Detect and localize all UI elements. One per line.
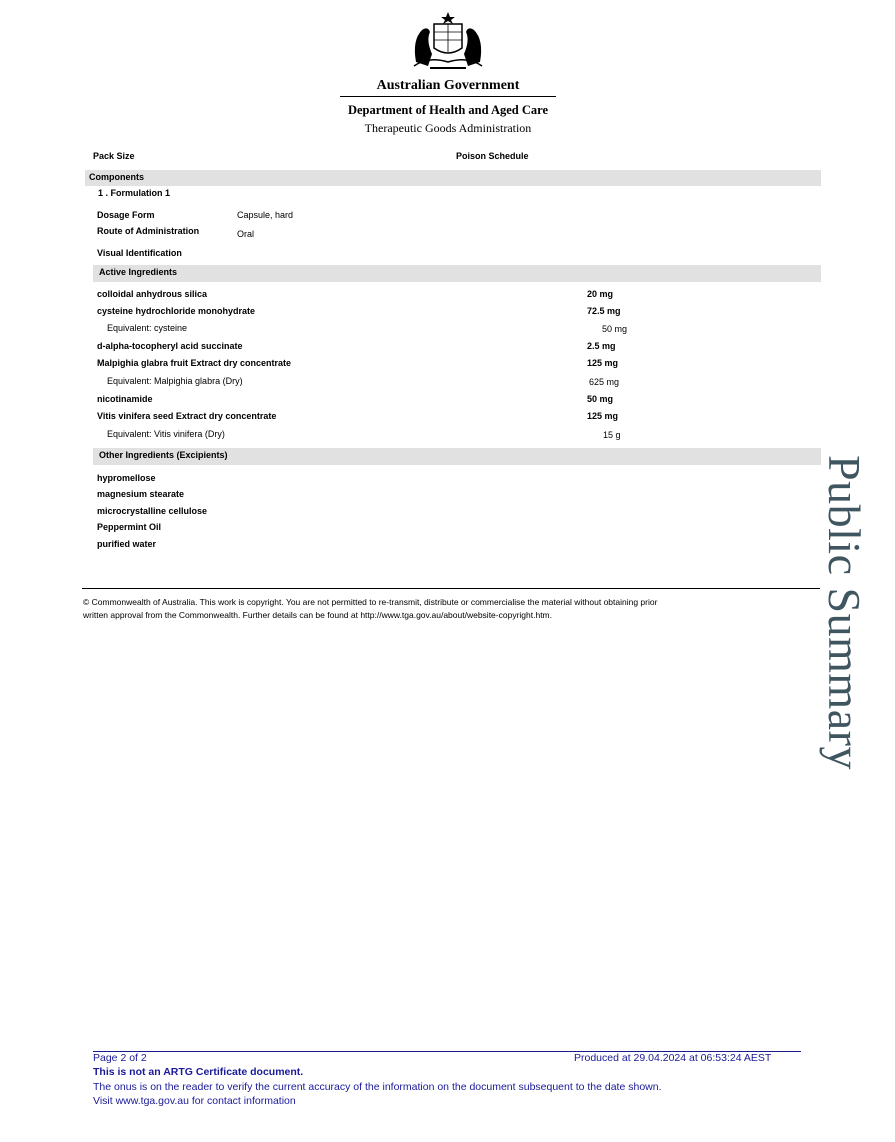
ingredient-name: nicotinamide bbox=[97, 394, 153, 404]
copyright-line: written approval from the Commonwealth. Further details can be found at http://www.tga.gov.au/about/website-copyright.htm. bbox=[83, 610, 552, 620]
ingredient-equivalent-quantity: 50 mg bbox=[602, 324, 628, 334]
components-header-band bbox=[85, 170, 821, 186]
pack-size-label: Pack Size bbox=[93, 151, 135, 161]
ingredient-name: Vitis vinifera seed Extract dry concentrate bbox=[97, 411, 277, 421]
government-title: Australian Government bbox=[376, 78, 520, 93]
excipient-item: magnesium stearate bbox=[97, 489, 185, 499]
contact-notice: Visit www.tga.gov.au for contact information bbox=[93, 1095, 296, 1107]
ingredient-name: d-alpha-tocopheryl acid succinate bbox=[97, 341, 243, 351]
excipient-item: purified water bbox=[97, 539, 157, 549]
active-ingredients-title: Active Ingredients bbox=[99, 267, 178, 277]
dosage-form-value: Capsule, hard bbox=[237, 210, 294, 220]
header-divider bbox=[340, 96, 556, 97]
onus-notice: The onus is on the reader to verify the current accuracy of the information on the document subsequent to the date shown. bbox=[93, 1081, 662, 1093]
ingredient-equivalent-quantity: 15 g bbox=[603, 430, 621, 440]
ingredient-quantity: 2.5 mg bbox=[587, 341, 616, 351]
agency-name: Therapeutic Goods Administration bbox=[364, 121, 532, 135]
not-certificate-notice: This is not an ARTG Certificate document. bbox=[93, 1066, 304, 1078]
route-value: Oral bbox=[237, 229, 255, 239]
excipient-item: microcrystalline cellulose bbox=[97, 506, 208, 516]
excipient-item: Peppermint Oil bbox=[97, 522, 162, 532]
poison-schedule-label: Poison Schedule bbox=[456, 151, 529, 161]
ingredient-name: colloidal anhydrous silica bbox=[97, 289, 208, 299]
excipient-item: hypromellose bbox=[97, 473, 156, 483]
ingredient-equivalent: Equivalent: Vitis vinifera (Dry) bbox=[107, 429, 225, 439]
other-ingredients-title: Other Ingredients (Excipients) bbox=[99, 450, 228, 460]
copyright-line: © Commonwealth of Australia. This work is copyright. You are not permitted to re-transmit, distribute or commercialise the material without obtaining prior bbox=[83, 597, 658, 607]
ingredient-equivalent-quantity: 625 mg bbox=[589, 377, 620, 387]
ingredient-name: Malpighia glabra fruit Extract dry concentrate bbox=[97, 358, 292, 368]
ingredient-quantity: 125 mg bbox=[587, 358, 619, 368]
watermark-text: Public Summary bbox=[819, 455, 870, 770]
public-summary-watermark bbox=[818, 455, 878, 875]
copyright-notice bbox=[83, 596, 823, 622]
department-name: Department of Health and Aged Care bbox=[347, 103, 549, 117]
ingredient-equivalent: Equivalent: cysteine bbox=[107, 323, 188, 333]
dosage-form-label: Dosage Form bbox=[97, 210, 155, 220]
active-ingredients-band bbox=[93, 265, 821, 282]
formulation-title: 1 . Formulation 1 bbox=[98, 188, 171, 198]
visual-id-label: Visual Identification bbox=[97, 248, 182, 258]
route-label: Route of Administration bbox=[97, 226, 200, 236]
ingredient-quantity: 50 mg bbox=[587, 394, 614, 404]
ingredient-quantity: 72.5 mg bbox=[587, 306, 621, 316]
ingredient-name: cysteine hydrochloride monohydrate bbox=[97, 306, 256, 316]
copyright-divider bbox=[82, 588, 820, 589]
components-title: Components bbox=[89, 172, 144, 182]
ingredient-quantity: 20 mg bbox=[587, 289, 614, 299]
ingredient-equivalent: Equivalent: Malpighia glabra (Dry) bbox=[107, 376, 243, 386]
ingredient-quantity: 125 mg bbox=[587, 411, 619, 421]
coat-of-arms-icon bbox=[408, 10, 488, 74]
produced-timestamp: Produced at 29.04.2024 at 06:53:24 AEST bbox=[574, 1052, 772, 1064]
page-number: Page 2 of 2 bbox=[93, 1052, 147, 1064]
